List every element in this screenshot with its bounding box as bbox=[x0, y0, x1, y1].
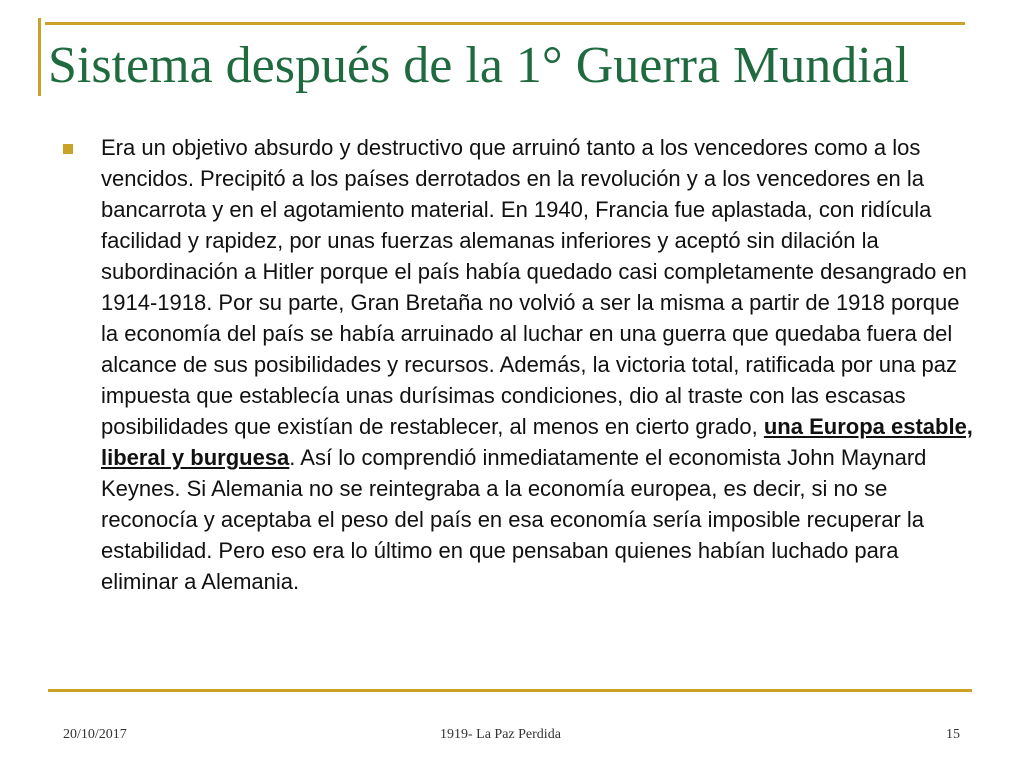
top-divider bbox=[45, 22, 965, 25]
left-divider bbox=[38, 18, 41, 96]
paragraph-text-before: Era un objetivo absurdo y destructivo que arruinó tanto a los vencedores como a los vencidos. Precipitó a los países derrotados en la revolución y a los vencedores en la bancarrota y en el agotamiento material. En 1940, Francia fue aplastada, con ridícula facilidad y rapidez, por unas fuerzas alemanas inferiores y aceptó sin dilación la subordinación a Hitler porque el país había quedado casi completamente desangrado en 1914-1918. Por su parte, Gran Bretaña no volvió a ser la misma a partir de 1918 porque la economía del país se había arruinado al luchar en una guerra que quedaba fuera del alcance de sus posibilidades y recursos. Además, la victoria total, ratificada por una paz impuesta que establecía unas durísimas condiciones, dio al traste con las escasas posibilidades que existían de restablecer, al menos en cierto grado, bbox=[101, 135, 967, 439]
footer-title: 1919- La Paz Perdida bbox=[440, 727, 561, 742]
footer-date: 20/10/2017 bbox=[63, 727, 127, 742]
slide-title: Sistema después de la 1° Guerra Mundial bbox=[48, 37, 910, 94]
bottom-divider bbox=[48, 689, 972, 692]
paragraph-emphasis: una Europa estable, liberal y burguesa bbox=[101, 414, 973, 470]
body-paragraph bbox=[101, 132, 981, 597]
page-number: 15 bbox=[946, 727, 960, 742]
paragraph-text-after: . Así lo comprendió inmediatamente el economista John Maynard Keynes. Si Alemania no se reintegraba a la economía europea, es decir, si no se reconocía y aceptaba el peso del país en esa economía sería imposible recuperar la estabilidad. Pero eso era lo último en que pensaban quienes habían luchado para eliminar a Alemania. bbox=[101, 445, 927, 594]
bullet-square-icon bbox=[63, 144, 73, 154]
